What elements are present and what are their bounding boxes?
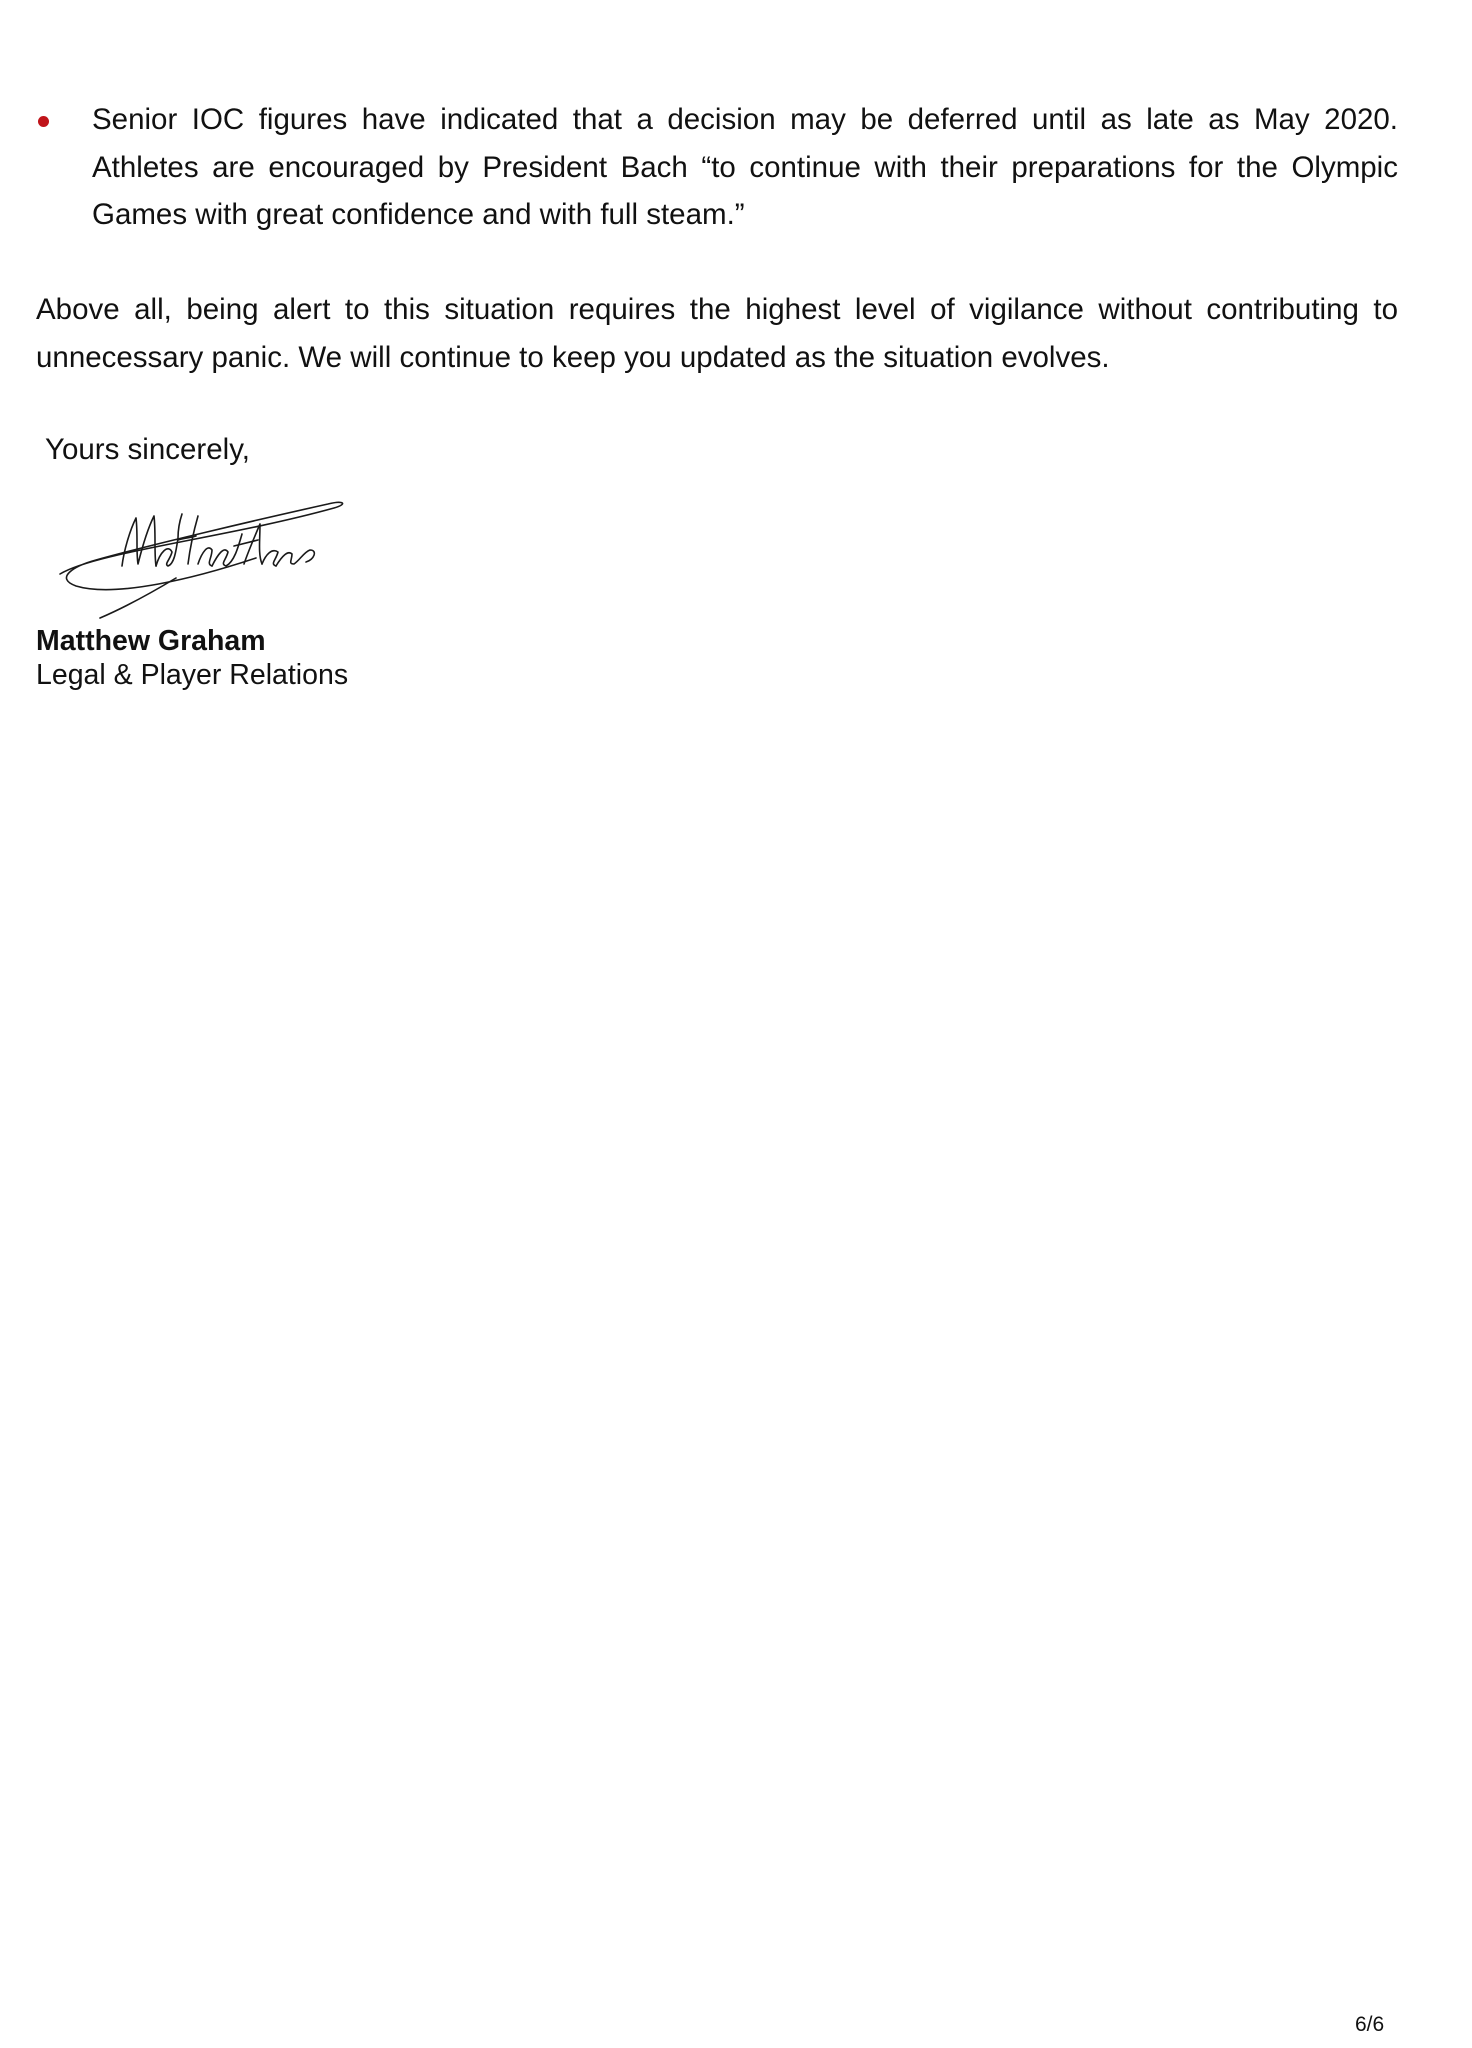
handwritten-signature-icon bbox=[56, 494, 356, 624]
signer-name: Matthew Graham bbox=[36, 625, 266, 657]
signer-role: Legal & Player Relations bbox=[36, 659, 349, 691]
bullet-point-icon bbox=[38, 116, 49, 127]
closing-paragraph: Above all, being alert to this situation requires the highest level of vigilance without contributing to unnecessary panic. We will continue to keep you updated as the situation evolves. bbox=[36, 293, 1398, 374]
bullet-text: Senior IOC figures have indicated that a decision may be deferred until as late as May 2020. Athletes are encouraged by President Bach “to continue with their preparations for the Olympic Games with great confidence and with full steam.” bbox=[92, 103, 1398, 231]
page-number: 6/6 bbox=[1355, 2013, 1385, 2036]
salutation: Yours sincerely, bbox=[45, 433, 250, 466]
